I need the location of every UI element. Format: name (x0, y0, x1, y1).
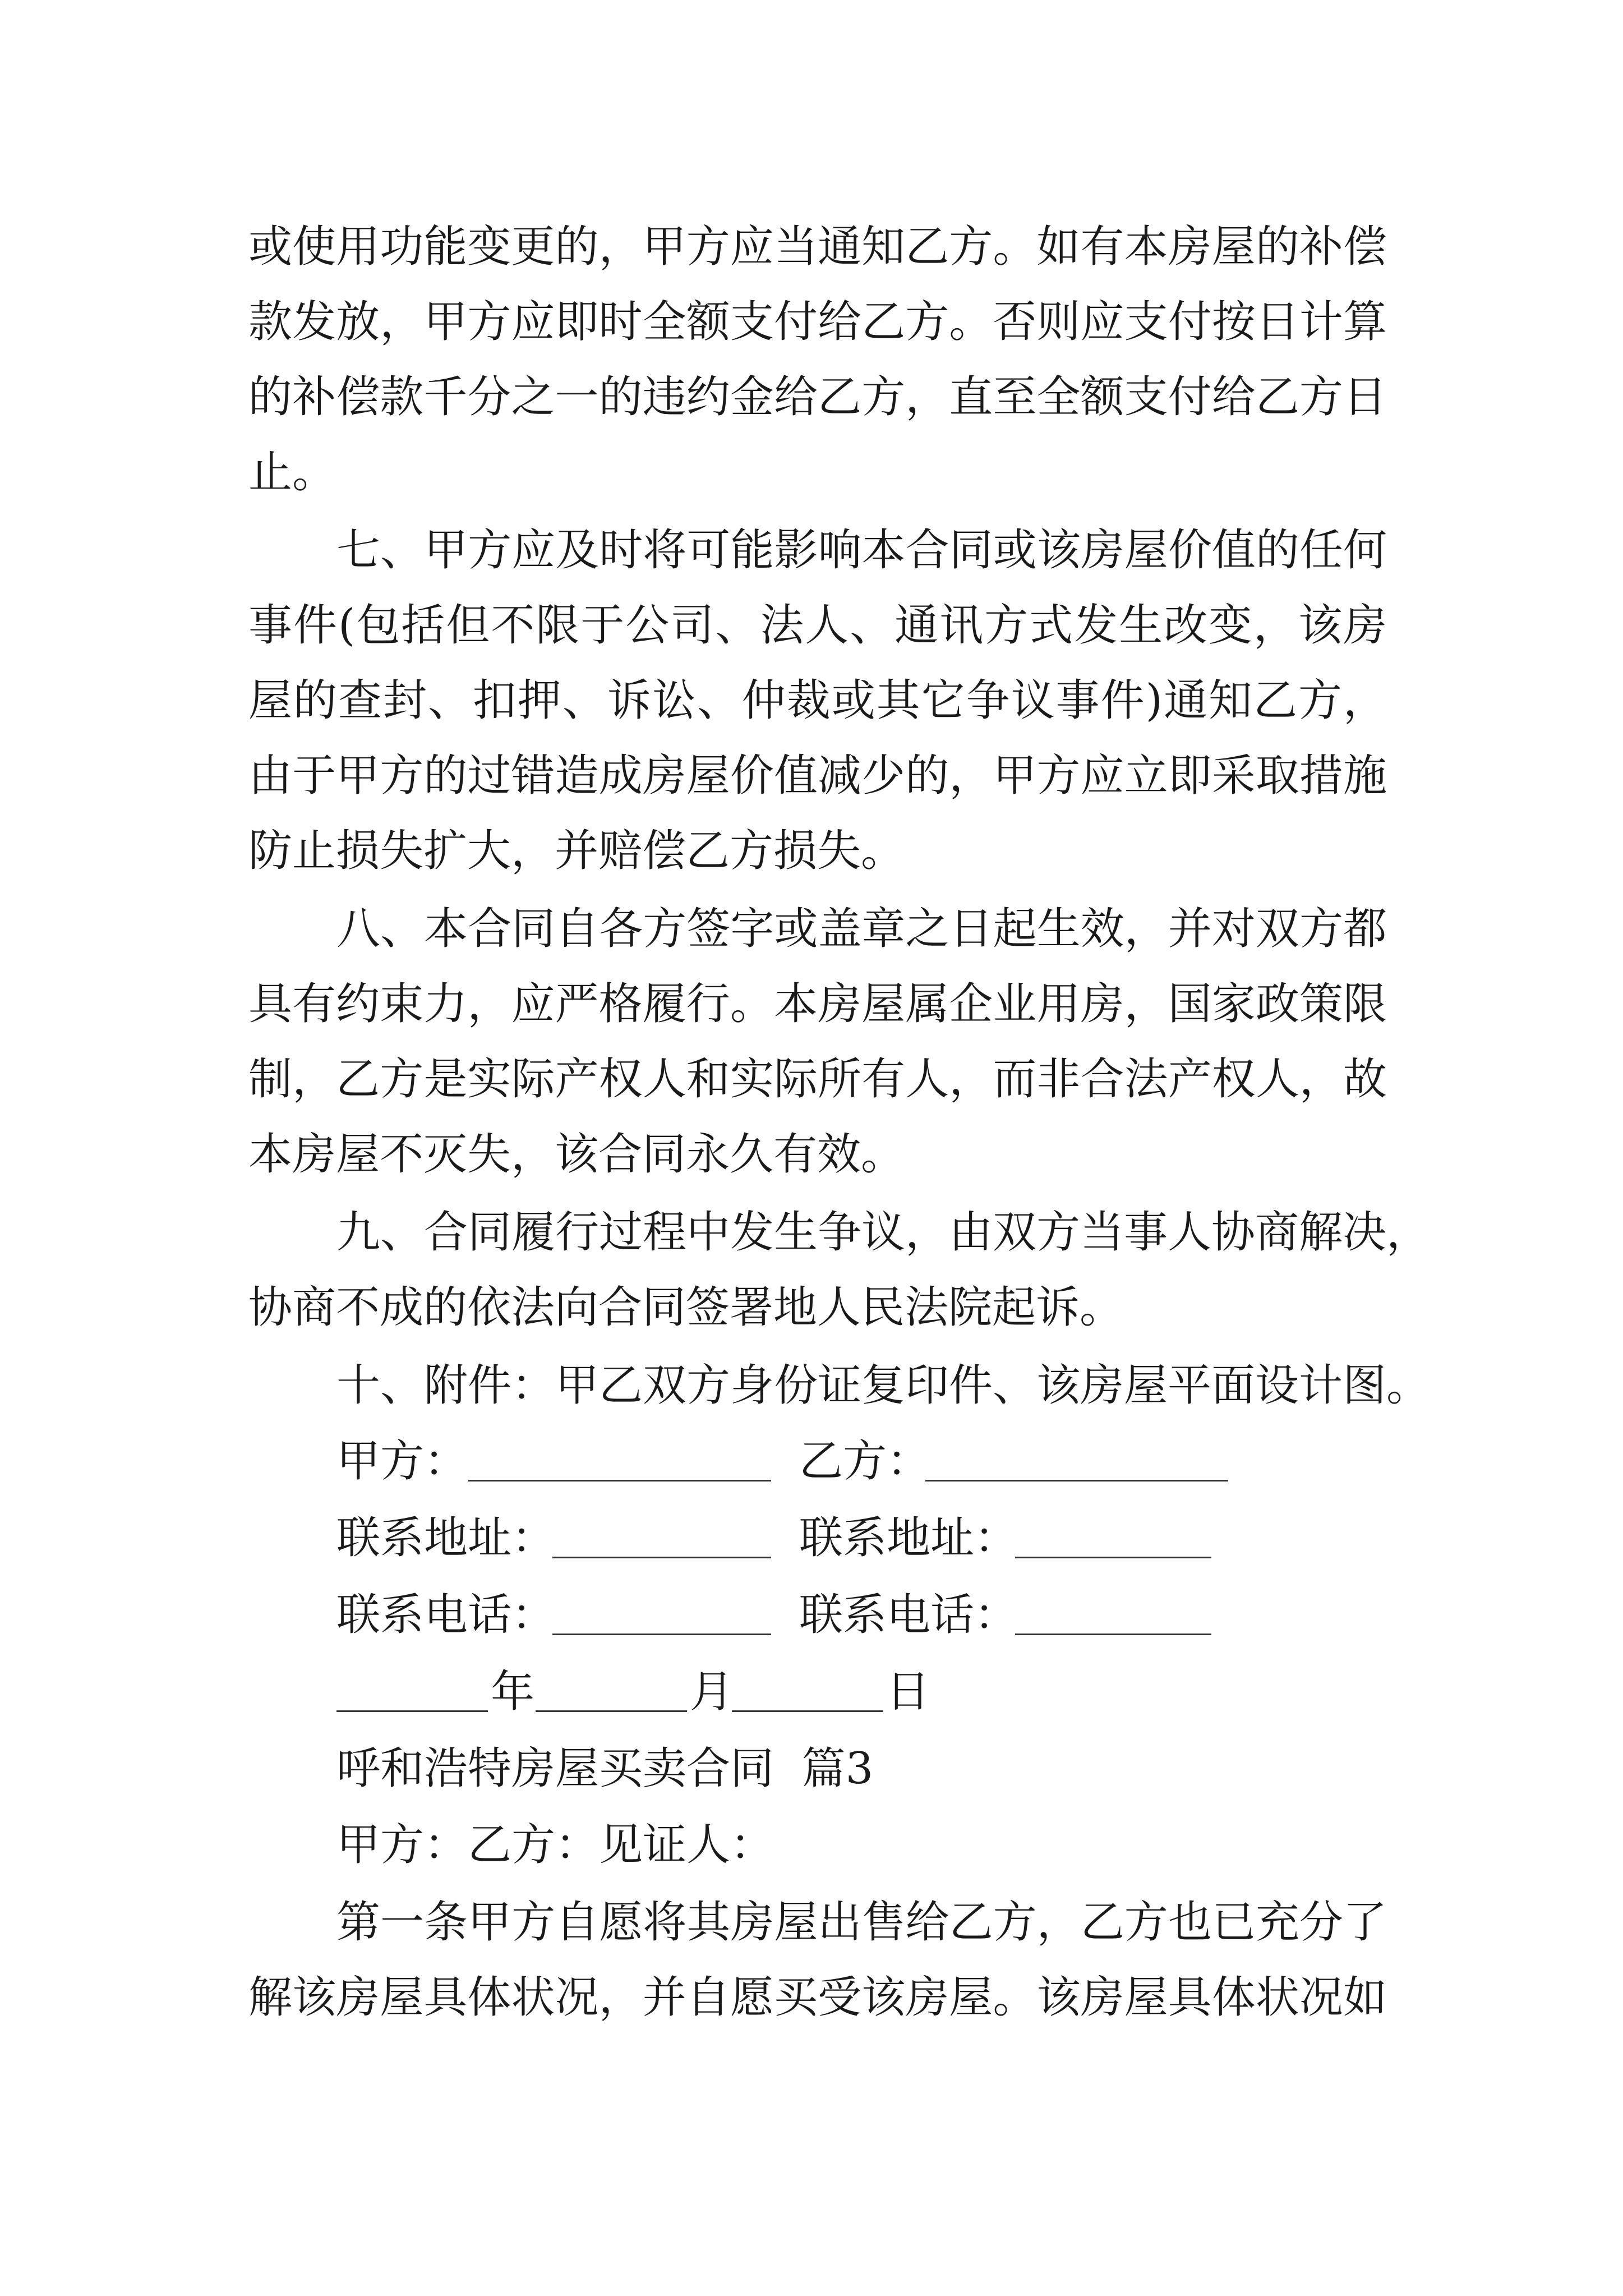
text-line: 款发放，甲方应即时全额支付给乙方。否则应支付按日计算 (248, 297, 1387, 347)
month-label: 月 (690, 1667, 734, 1717)
text-line: 制，乙方是实际产权人和实际所有人，而非合法产权人，故 (248, 1054, 1387, 1105)
article-8-line: 八、本合同自各方签字或盖章之日起生效，并对双方都 (336, 904, 1387, 954)
party-a-blank (468, 1480, 771, 1481)
day-blank (732, 1710, 883, 1712)
party-a-label: 甲方： (336, 1436, 468, 1487)
party-b-label: 乙方： (799, 1436, 931, 1487)
phone-b-label: 联系电话： (799, 1590, 1018, 1640)
article-7-line: 七、甲方应及时将可能影响本合同或该房屋价值的任何 (336, 525, 1387, 576)
text-line: 具有约束力，应严格履行。本房屋属企业用房，国家政策限 (248, 979, 1387, 1029)
article-9-line: 九、合同履行过程中发生争议，由双方当事人协商解决， (336, 1207, 1431, 1258)
text-line: 防止损失扩大，并赔偿乙方损失。 (248, 826, 905, 876)
phone-a-label: 联系电话： (336, 1590, 556, 1640)
section-heading: 呼和浩特房屋买卖合同 篇3 (336, 1743, 874, 1794)
day-label: 日 (886, 1667, 930, 1717)
text-line: 由于甲方的过错造成房屋价值减少的，甲方应立即采取措施 (248, 751, 1387, 801)
parties-line: 甲方：乙方：见证人： (336, 1820, 774, 1870)
phone-b-blank (1015, 1634, 1211, 1635)
text-line: 协商不成的依法向合同签署地人民法院起诉。 (248, 1282, 1124, 1333)
address-a-label: 联系地址： (336, 1513, 556, 1563)
text-line: 解该房屋具体状况，并自愿买受该房屋。该房屋具体状况如 (248, 1972, 1387, 2023)
party-b-blank (925, 1480, 1228, 1481)
year-blank (336, 1710, 488, 1712)
text-line: 本房屋不灭失，该合同永久有效。 (248, 1129, 905, 1180)
text-line: 事件(包括但不限于公司、法人、通讯方式发生改变，该房 (248, 600, 1387, 651)
address-b-blank (1015, 1557, 1211, 1558)
text-line: 止。 (248, 447, 336, 498)
text-line: 的补偿款千分之一的违约金给乙方，直至全额支付给乙方日 (248, 372, 1387, 422)
text-line: 或使用功能变更的，甲方应当通知乙方。如有本房屋的补偿 (248, 222, 1387, 272)
month-blank (536, 1710, 687, 1712)
address-a-blank (552, 1557, 771, 1558)
address-b-label: 联系地址： (799, 1513, 1018, 1563)
article-1-line: 第一条甲方自愿将其房屋出售给乙方，乙方也已充分了 (336, 1897, 1387, 1948)
phone-a-blank (552, 1634, 771, 1635)
text-line: 屋的查封、扣押、诉讼、仲裁或其它争议事件)通知乙方， (248, 675, 1387, 726)
year-label: 年 (491, 1667, 535, 1717)
article-10-line: 十、附件：甲乙双方身份证复印件、该房屋平面设计图。 (336, 1360, 1431, 1411)
